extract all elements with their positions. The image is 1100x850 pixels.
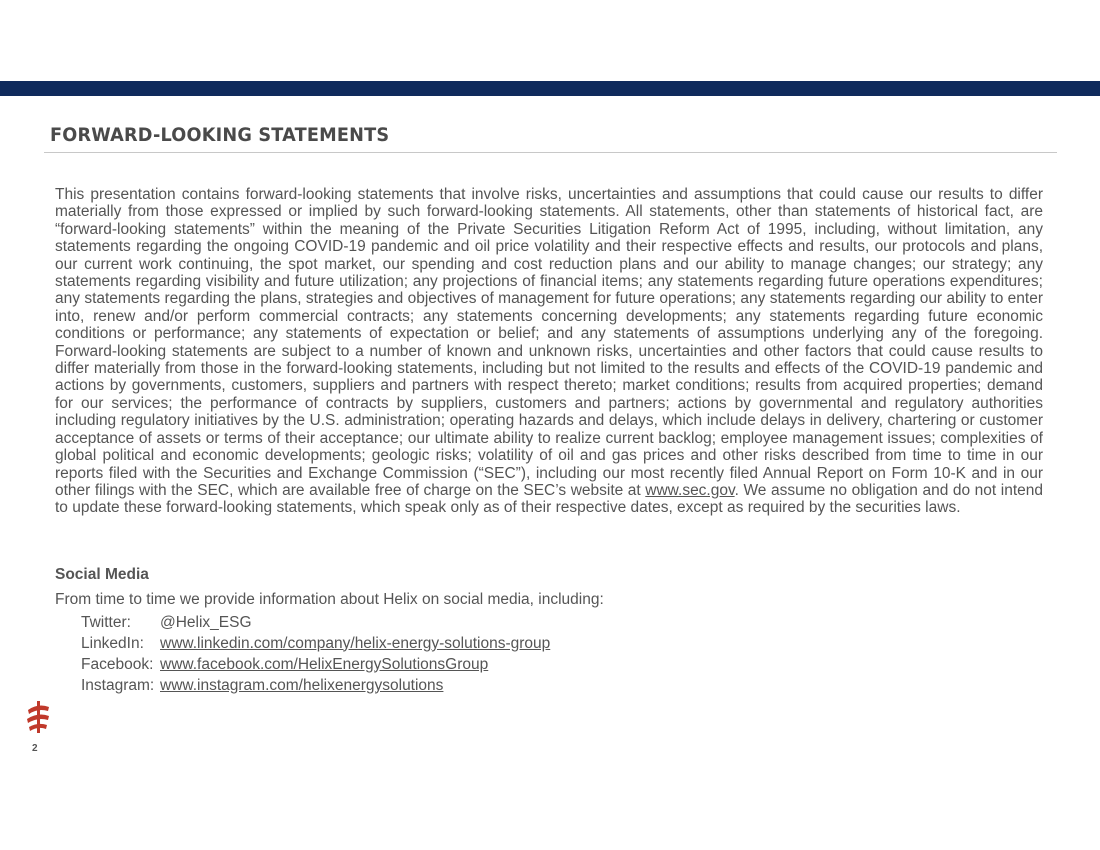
paragraph-text-start: This presentation contains forward-looking statements that involve risks, uncertainties and assumptions that could cause our results to differ materially from those expressed or implied by such forward-looking statements. All statements, other than statements of historical fact, are “forward-looking statements” within the meaning of the Private Securities Litigation Reform Act of 1995, including, without limitation, any statements regarding the ongoing COVID-19 pandemic and oil price volatility and their respective effects and results, our protocols and plans, our current work continuing, the spot market, our spending and cost reduction plans and our ability to manage changes; our strategy; any statements regarding visibility and future utilization; any projections of financial items; any statements regarding future operations expenditures; any statements regarding the plans, strategies and objectives of management for future operations; any statements regarding our ability to enter into, renew and/or perform commercial contracts; any statements concerning developments; any statements regarding future economic conditions or performance; any statements of expectation or belief; and any statements of assumptions underlying any of the foregoing. Forward-looking statements are subject to a number of known and unknown risks, uncertainties and other factors that could cause results to differ materially from those in the forward-looking statements, including but not limited to the results and effects of the COVID-19 pandemic and actions by governments, customers, suppliers and partners with respect thereto; market conditions; results from acquired properties; demand for our services; the performance of contracts by suppliers, customers and partners; actions by governmental and regulatory authorities including regulatory initiatives by the U.S. administration; operating hazards and delays, which include delays in delivery, chartering or customer acceptance of assets or terms of their acceptance; our ultimate ability to realize current backlog; employee management issues; complexities of global political and economic developments; geologic risks; volatility of oil and gas prices and other risks described from time to time in our reports filed with the Securities and Exchange Commission (“SEC”), including our most recently filed Annual Report on Form 10-K and in our other filings with the SEC, which are available free of charge on the SEC’s website at [55,186,1043,499]
twitter-handle: @Helix_ESG [160,613,252,631]
social-item-label: Twitter: [81,613,131,631]
social-media-heading: Social Media [55,566,149,583]
social-item-linkedin [81,633,550,654]
header-band [0,81,1100,96]
helix-logo-icon [24,700,52,734]
paragraph-text-end: . We assume no obligation and do not intend to update these forward-looking statements, which speak only as of their respective dates, except as required by the securities laws. [55,481,1043,517]
social-item-label: Facebook: [81,655,154,673]
linkedin-link[interactable]: www.linkedin.com/company/helix-energy-solutions-group [160,634,551,652]
forward-looking-paragraph [55,186,1043,517]
instagram-link[interactable]: www.instagram.com/helixenergysolutions [160,676,444,694]
title-divider [44,152,1057,153]
social-item-facebook [81,654,550,675]
page-title: FORWARD-LOOKING STATEMENTS [50,124,390,146]
social-media-list [81,612,550,696]
social-media-intro: From time to time we provide information about Helix on social media, including: [55,591,604,608]
page-number: 2 [32,743,38,754]
social-item-label: Instagram: [81,676,155,694]
facebook-link[interactable]: www.facebook.com/HelixEnergySolutionsGroup [160,655,489,673]
social-item-instagram [81,675,550,696]
social-item-label: LinkedIn: [81,634,144,652]
social-item-twitter [81,612,550,633]
sec-website-link[interactable]: www.sec.gov [645,481,735,499]
